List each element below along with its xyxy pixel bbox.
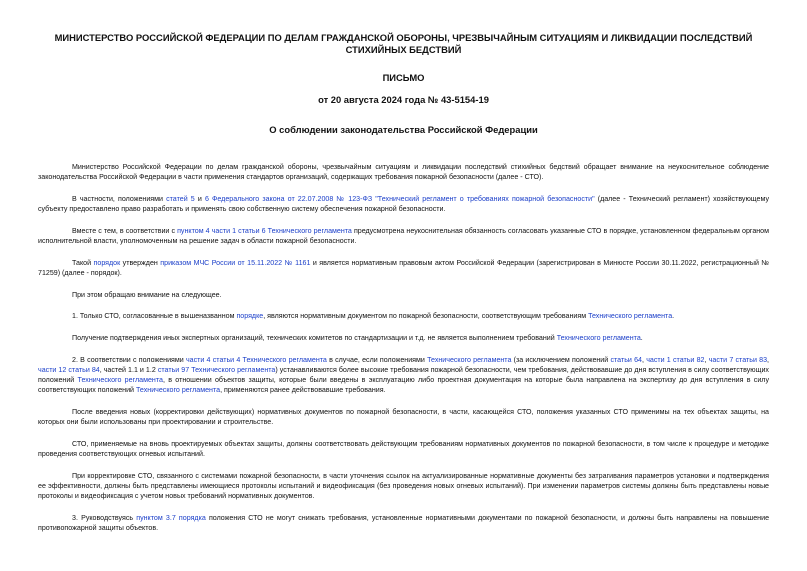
text: (далее - Технический регламент) хозяйствующему субъекту предоставлено право разработать и применять свою собственную систему обеспечения пожарной безопасности. (38, 194, 770, 214)
text: , применяются ранее действовавшие требования. (220, 386, 386, 395)
text: 2. В соответствии с положениями (72, 355, 186, 364)
text: положения СТО не могут снижать требования, установленные нормативными документами по пожарной безопасности, и должны быть направлены на повышение противопожарной защиты объектов. (38, 513, 770, 533)
text: утвержден (120, 258, 161, 267)
text: и является нормативным правовым актом Российской Федерации (зарегистрирован в Минюсте России 30.11.2022, регистрационный № 71259) (далее - порядок). (38, 258, 769, 277)
text: Получение подтверждения иных экспертных организаций, технических комитетов по стандартизации и т.д. не является выполнением требований (72, 334, 557, 343)
text: в случае, если положениями (326, 355, 428, 364)
paragraph-6 (38, 311, 769, 321)
link-article-64[interactable]: статьи 64 (610, 355, 642, 364)
link-part-7-article-83[interactable]: части 7 статьи 83 (708, 355, 768, 364)
text: Вместе с тем, в соответствии с (72, 226, 178, 235)
document-subject: О соблюдении законодательства Российской Федерации (269, 124, 538, 135)
text: предусмотрена неукоснительная обязанность согласовать указанные СТО в порядке, установленном федеральным органом исполнительной власти, уполномоченным на решение задач в области пожарной безопасности. (38, 226, 770, 246)
link-part-1-article-82[interactable]: части 1 статьи 82 (646, 355, 705, 364)
text: , (641, 355, 647, 364)
link-technical-regulation[interactable]: Технического регламента (136, 386, 221, 395)
paragraph-10: СТО, применяемые на вновь проектируемых объектах защиты, должны соответствовать действующим требованиям нормативных документов по пожарной безопасности, в том числе к процедуре и методике проведения соответствующих огневых испытаний. (38, 439, 769, 459)
text: В частности, положениями (72, 194, 167, 203)
link-part-12[interactable]: части 12 (38, 365, 67, 374)
link-technical-regulation[interactable]: Технического регламента (556, 334, 641, 343)
paragraph-5: При этом обращаю внимание на следующее. (72, 290, 222, 299)
text: Такой (72, 258, 94, 267)
link-article-5[interactable]: статей 5 (166, 194, 195, 203)
text: . (640, 334, 643, 343)
link-technical-regulation[interactable]: Технического регламента (77, 376, 163, 385)
link-article-84[interactable]: статьи 84 (68, 365, 100, 374)
text: и (194, 194, 205, 203)
paragraph-7 (38, 333, 769, 343)
link-clause-3-7-procedure[interactable]: пунктом 3.7 порядка (136, 513, 206, 522)
link-technical-regulation[interactable]: Технического регламента (588, 312, 673, 321)
document-date-number: от 20 августа 2024 года № 43-5154-19 (318, 94, 489, 105)
paragraph-4 (38, 258, 769, 278)
paragraph-2 (38, 194, 769, 214)
link-federal-law-123[interactable]: 6 Федерального закона от 22.07.2008 № 123-ФЗ "Технический регламент о требованиях пожарной безопасности" (204, 194, 595, 203)
text: , (767, 355, 769, 364)
agency-title: МИНИСТЕРСТВО РОССИЙСКОЙ ФЕДЕРАЦИИ ПО ДЕЛАМ ГРАЖДАНСКОЙ ОБОРОНЫ, ЧРЕЗВЫЧАЙНЫМ СИТУАЦИЯМ И ЛИКВИДАЦИИ ПОСЛЕДСТВИЙ СТИХИЙНЫХ БЕДСТВИЙ (54, 32, 753, 55)
text: , (704, 355, 709, 364)
link-procedure[interactable]: порядке (236, 312, 264, 321)
paragraph-3 (38, 226, 769, 246)
text: , являются нормативным документом по пожарной безопасности, соответствующим требованиям (263, 312, 589, 321)
text: . (672, 312, 675, 321)
text: 1. Только СТО, согласованные в вышеназванном (72, 312, 237, 321)
document-type: ПИСЬМО (382, 72, 425, 83)
paragraph-1: Министерство Российской Федерации по делам гражданской обороны, чрезвычайным ситуациям и ликвидации последствий стихийных бедствий обращает внимание на неукоснительное соблюдение законодательства Российской Федерации в части применения стандартов организаций, содержащих требования пожарной безопасности (далее - СТО). (38, 163, 769, 182)
paragraph-12 (38, 513, 769, 533)
link-procedure[interactable]: порядок (93, 258, 121, 267)
text: , частей 1.1 и 1.2 (99, 365, 158, 374)
text: 3. Руководствуясь (72, 513, 137, 522)
paragraph-9: После введения новых (корректировки действующих) нормативных документов по пожарной безопасности, в части, касающейся СТО, положения указанных СТО применимы на тех объектах защиты, на которых они были использованы при проектировании и строительстве. (38, 408, 769, 427)
text: , в отношении объектов защиты, которые были введены в эксплуатацию либо проектная документация на которые была направлена на экспертизу до дня вступления в силу соответствующих положений (38, 376, 769, 395)
text: (за исключением положений (511, 355, 611, 364)
link-clause-4-article-6[interactable]: пунктом 4 части 1 статьи 6 Технического регламента (177, 226, 352, 235)
document-body (38, 162, 769, 533)
link-part-4-article-4[interactable]: части 4 статьи 4 Технического регламента (185, 355, 327, 364)
link-article-97[interactable]: статьи 97 Технического регламента (157, 365, 276, 374)
paragraph-11: При корректировке СТО, связанного с системами пожарной безопасности, в части уточнения ссылок на актуализированные нормативные документы без затрагивания параметров установки и подтверждения ее эффективности, должны быть представлены имеющиеся протоколы испытаний и видеофиксация (без проведения новых огневых испытаний). При изменении параметров системы должны быть представлены новые протоколы и видеофиксация с учетом новых требований нормативных документов. (38, 471, 769, 501)
link-order-1161[interactable]: приказом МЧС России от 15.11.2022 № 1161 (160, 258, 311, 267)
paragraph-8 (38, 355, 769, 396)
text: ) устанавливаются более высокие требования пожарной безопасности, чем требования, действовавшие до дня вступления в силу соответствующих положений (38, 365, 769, 385)
link-technical-regulation[interactable]: Технического регламента (427, 355, 512, 364)
